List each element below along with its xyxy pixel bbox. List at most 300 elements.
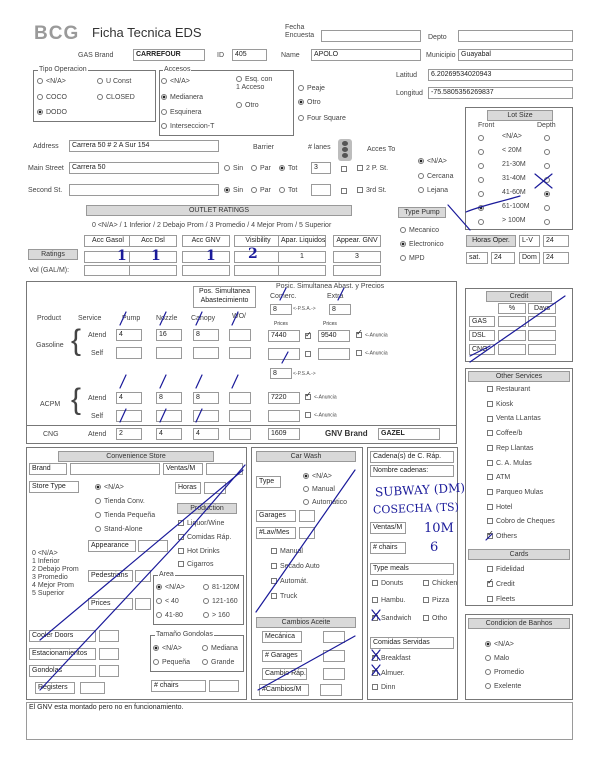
other-service-label-8: Hotel [496, 503, 513, 511]
other-service-check-7[interactable] [487, 489, 493, 495]
other-service-check-10[interactable] [487, 533, 493, 539]
gas-atend-canopy[interactable]: 8 [193, 329, 219, 341]
cooler-doors-field[interactable] [99, 630, 119, 642]
acpm-self-canopy[interactable] [193, 410, 219, 422]
other-service-label-3: Coffee/b [496, 430, 523, 438]
lot-depth-radio-3[interactable] [544, 177, 550, 183]
acpm-anuncia[interactable]: ✓ <-Anuncia [305, 394, 337, 401]
store-brand-field[interactable] [70, 463, 160, 475]
acpm-atend-canopy[interactable]: 8 [193, 392, 219, 404]
product-label: Product [37, 315, 62, 322]
lot-depth-radio-6[interactable] [544, 219, 550, 225]
name-label: Name [281, 52, 300, 59]
sat-field[interactable]: 24 [491, 252, 515, 264]
id-field[interactable]: 405 [232, 49, 267, 61]
meal-sandwich[interactable]: ✓Sandwich [372, 615, 411, 623]
vol-label: Vol (GAL/M): [29, 267, 70, 274]
latitud-field[interactable]: 6.20269534020943 [428, 69, 573, 81]
banos-label-3: Exelente [494, 683, 522, 690]
outlet-header-5: Appear. GNV [333, 235, 381, 247]
lot-size-label-6: > 100M [502, 217, 526, 224]
credit-days-dsl[interactable] [528, 330, 556, 341]
third-st-check[interactable]: 3rd St. [357, 187, 387, 195]
lot-front-radio-3[interactable] [478, 177, 484, 183]
accesos-na[interactable]: <N/A> [161, 78, 190, 86]
outlet-vol-2[interactable] [182, 265, 230, 276]
gas-atend-nozzle[interactable]: 16 [156, 329, 182, 341]
cambios-aceite-title: Cambios Aceite [256, 617, 356, 628]
outlet-header-0: Acc Gasol [84, 235, 132, 247]
other-service-label-10: Others [496, 533, 518, 540]
cadena-ventas-value: 10M [424, 521, 454, 536]
store-scale: 0 <N/A> 1 Inferior 2 Debajo Prom 3 Promedio 4 Mejor Prom 5 Superior [32, 550, 79, 597]
address-field[interactable]: Carrera 50 # 2 A Sur 154 [69, 140, 219, 152]
cng-price[interactable]: 1609 [268, 428, 300, 440]
gas-self-nozzle[interactable] [156, 347, 182, 359]
estacionamientos-field[interactable] [99, 648, 119, 660]
acpm-pos-comerc[interactable]: 8 [270, 368, 292, 379]
other-service-check-3[interactable] [487, 430, 493, 436]
car-wash-manual-check[interactable]: Manual [271, 548, 303, 556]
gas-psa: <-P.S.A.-> [293, 306, 316, 312]
car-wash-title: Car Wash [256, 451, 356, 462]
car-wash-garages-field[interactable] [299, 510, 315, 522]
hot-drinks-check[interactable]: Hot Drinks [178, 548, 220, 556]
other-service-7[interactable] [487, 489, 543, 497]
lot-depth-radio-0[interactable] [544, 135, 550, 141]
other-service-check-5[interactable] [487, 460, 493, 466]
four-square-radio[interactable]: Four Square [298, 115, 346, 123]
banos-option-1[interactable] [485, 655, 509, 663]
pump-electronico[interactable]: Electronico [400, 241, 444, 249]
cambio-rap-field[interactable] [323, 668, 345, 680]
posic-label: Posic. Simultanea Abast. y Precios [276, 283, 385, 290]
card-2[interactable] [487, 596, 515, 604]
credit-row-label-gas: GAS [469, 316, 495, 327]
credit-pct-cng[interactable] [498, 344, 526, 355]
credit-pct-dsl[interactable] [498, 330, 526, 341]
wo-label: WO/ [232, 313, 246, 320]
garages2-field[interactable] [323, 650, 345, 662]
lot-front-radio-1[interactable] [478, 149, 484, 155]
barrier-second-par[interactable]: Par [251, 187, 271, 195]
gas-self-price-1[interactable] [268, 348, 300, 360]
otro-radio[interactable]: Otro [298, 99, 321, 107]
nombre-cadenas-label: Nombre cadenas: [370, 465, 454, 477]
mecanica-field[interactable] [323, 631, 345, 643]
name-field[interactable]: APOLO [311, 49, 421, 61]
car-wash-na[interactable]: <N/A> [303, 473, 332, 481]
card-check-0[interactable] [487, 566, 493, 572]
card-label-2: Fleets [496, 596, 516, 603]
gondolas-label: Gondolas [29, 665, 96, 677]
cadena-title: Cadena(s) de C. Ráp. [370, 451, 454, 463]
gas-self-price-2[interactable] [318, 348, 350, 360]
appearance-field[interactable] [138, 540, 168, 552]
gas-self-pump[interactable] [116, 347, 142, 359]
service-label: Service [78, 315, 102, 322]
sat-label: sat. [466, 252, 488, 264]
cigarros-check[interactable]: Cigarros [178, 561, 213, 569]
outlet-vol-0[interactable] [84, 265, 132, 276]
barrier-label: Barrier [253, 144, 275, 151]
gas-self-label: Self [91, 350, 104, 357]
acpm-self-nozzle[interactable] [156, 410, 182, 422]
depto-label: Depto [428, 34, 447, 41]
acpm-self-wo[interactable] [229, 410, 251, 422]
outlet-scale: 0 <N/A> / 1 Inferior / 2 Debajo Prom / 3 Promedio / 4 Mejor Prom / 5 Superior [92, 222, 332, 229]
meal-hambu[interactable]: Hambu. [372, 597, 406, 605]
acpm-atend-label: Atend [88, 395, 107, 402]
hw-rating-visibility: 2 [248, 246, 258, 262]
barrier-second-tot[interactable]: Tot [279, 187, 297, 195]
gas-price-extra[interactable]: 9540 [318, 330, 350, 342]
tipo-operacion-label: Tipo Operacion [39, 66, 87, 73]
garages2-label: # Garages [262, 650, 302, 662]
address-label: Address [33, 143, 59, 150]
other-service-check-8[interactable] [487, 504, 493, 510]
area-lt-40[interactable]: < 40 [156, 598, 179, 606]
nozzle-label: Nozzle [156, 315, 178, 322]
comida-almuer[interactable]: ✓Almuer. [372, 670, 405, 678]
gas-prices-label-2: Prices [323, 321, 337, 327]
tipo-op-closed[interactable]: CLOSED [97, 94, 135, 102]
registers-field[interactable] [80, 682, 105, 694]
estacionamientos-label: Estacionamientos [29, 648, 96, 660]
store-ventas-field[interactable] [206, 463, 243, 475]
acpm-price[interactable]: 7220 [268, 392, 300, 404]
pump-mecanico[interactable]: Mecanico [400, 227, 439, 235]
cng-atend-nozzle[interactable]: 4 [156, 428, 182, 440]
gondolas-field[interactable] [99, 665, 119, 677]
type-pump-label: Type Pump [398, 207, 446, 218]
lv-label: L-V [519, 235, 540, 247]
card-check-2[interactable] [487, 596, 493, 602]
latitud-label: Latitud [396, 72, 418, 79]
lot-front-radio-0[interactable] [478, 135, 484, 141]
acpm-atend-nozzle[interactable]: 8 [156, 392, 182, 404]
other-service-5[interactable] [487, 460, 532, 468]
store-type-tienda-peq[interactable]: Tienda Pequeña [95, 512, 155, 520]
other-service-label-2: Venta LLantas [496, 415, 541, 423]
other-service-label-6: ATM [496, 474, 511, 482]
lot-depth-radio-4[interactable] [544, 191, 550, 197]
two-p-st-check[interactable]: 2 P. St. [357, 165, 388, 173]
outlet-vol-1[interactable] [129, 265, 177, 276]
banos-option-2[interactable] [485, 669, 524, 677]
store-brand-label: Brand [29, 463, 67, 475]
card-label-0: Fidelidad [496, 566, 525, 573]
area-81-120[interactable]: 81-120M [203, 584, 240, 592]
gas-self-anuncia[interactable]: <-Anuncia [356, 350, 388, 357]
other-service-2[interactable] [487, 415, 541, 423]
acpm-brace: { [71, 383, 82, 416]
registers-label: Registers [35, 682, 75, 694]
tipo-op-coco[interactable]: COCO [37, 94, 67, 102]
accesos-label: Accesos [164, 66, 191, 73]
second-st-label: Second St. [28, 187, 63, 194]
other-service-0[interactable] [487, 386, 530, 394]
truck-check[interactable]: Truck [271, 593, 297, 601]
outlet-header-1: Acc Dsl [129, 235, 177, 247]
longitud-label: Longitud [396, 90, 423, 97]
gas-anuncia-check[interactable]: ✓ <-Anuncia [356, 332, 388, 339]
acpm-atend-pump[interactable]: 4 [116, 392, 142, 404]
acces-to-cercana[interactable]: Cercana [418, 173, 453, 181]
gas-price-comerc[interactable]: 7440 [268, 330, 300, 342]
credit-days-cng[interactable] [528, 344, 556, 355]
barrier-main-sin[interactable]: Sin [224, 165, 243, 173]
store-chairs-label: # chairs [151, 680, 206, 692]
store-type-stand-alone[interactable]: Stand-Alone [95, 526, 143, 534]
acpm-atend-wo[interactable] [229, 392, 251, 404]
other-service-check-1[interactable] [487, 401, 493, 407]
mecanica-label: Mecánica [262, 631, 302, 643]
barrier-main-tot[interactable]: Tot [279, 165, 297, 173]
banos-radio-0[interactable] [485, 641, 491, 647]
type-meals-label: Type meals [370, 563, 454, 575]
pump-mpd[interactable]: MPD [400, 255, 425, 263]
accesos-otro[interactable]: Otro [236, 102, 259, 110]
outlet-vol-3[interactable] [234, 265, 282, 276]
banos-label-1: Malo [494, 655, 510, 662]
area-41-80[interactable]: 41-80 [156, 612, 183, 620]
banos-radio-2[interactable] [485, 669, 491, 675]
credit-row-label-dsl: DSL [469, 330, 495, 341]
cadena-name-1: SUBWAY (DM) [374, 480, 466, 500]
gas-self-canopy[interactable] [193, 347, 219, 359]
area-na[interactable]: <N/A> [156, 584, 185, 592]
comidas-check[interactable]: Comidas Ráp. [178, 534, 231, 542]
card-1[interactable] [487, 581, 515, 589]
area-gt-160[interactable]: > 160 [203, 612, 230, 620]
meal-pizza[interactable]: Pizza [423, 597, 449, 605]
acpm-psa: <-P.S.A.-> [293, 371, 316, 377]
comida-dinn[interactable]: Dinn [372, 684, 395, 692]
fecha-field[interactable] [321, 30, 421, 42]
dom-field[interactable]: 24 [543, 252, 569, 264]
accesos-interseccion[interactable]: Interseccion-T [161, 123, 214, 131]
lot-front-radio-6[interactable] [478, 219, 484, 225]
outlet-header-2: Acc GNV [182, 235, 230, 247]
lanes-main-field[interactable]: 3 [311, 162, 331, 174]
lanes-second-field[interactable] [311, 184, 331, 196]
production-title: Production [177, 503, 237, 514]
other-service-3[interactable] [487, 430, 522, 438]
banos-radio-1[interactable] [485, 655, 491, 661]
gasoline-brace: { [71, 324, 82, 357]
other-service-6[interactable] [487, 474, 510, 482]
dom-label: Dom [519, 252, 540, 264]
banos-radio-3[interactable] [485, 683, 491, 689]
other-service-check-0[interactable] [487, 386, 493, 392]
accesos-medianera[interactable]: Medianera [161, 94, 203, 102]
outlet-vol-5[interactable] [333, 265, 381, 276]
acpm-self-price[interactable] [268, 410, 300, 422]
area-121-160[interactable]: 121-160 [203, 598, 238, 606]
lot-front-radio-4[interactable] [478, 191, 484, 197]
horas-label: Horas Oper. [466, 235, 516, 247]
liquor-check[interactable]: Liquor/Wine [178, 520, 224, 528]
tam-na[interactable]: <N/A> [153, 645, 182, 653]
acpm-self-anuncia[interactable]: <-Anuncia [305, 412, 337, 419]
pedestrians-label: Pedestrians [88, 570, 133, 582]
other-service-check-6[interactable] [487, 474, 493, 480]
lot-size-label-0: <N/A> [502, 133, 522, 140]
other-service-8[interactable] [487, 504, 512, 512]
car-wash-manual[interactable]: Manual [303, 486, 335, 494]
other-service-4[interactable] [487, 445, 533, 453]
tam-pequena[interactable]: Pequeña [153, 659, 190, 667]
lot-depth-radio-2[interactable] [544, 163, 550, 169]
prices-field[interactable] [135, 598, 151, 610]
store-horas-label: Horas [175, 482, 201, 494]
peaje-radio[interactable]: Peaje [298, 85, 325, 93]
cambios-m-field[interactable] [320, 684, 342, 696]
acces-to-na[interactable]: <N/A> [418, 158, 447, 166]
other-service-label-1: Kiosk [496, 400, 514, 408]
other-service-label-7: Parqueo Mulas [496, 488, 544, 496]
card-0[interactable] [487, 566, 524, 574]
car-wash-lav-field[interactable] [299, 527, 315, 539]
cadena-ventas-label: Ventas/M [370, 522, 406, 534]
outlet-rating-5[interactable]: 3 [333, 251, 381, 263]
store-type-tienda-conv[interactable]: Tienda Conv. [95, 498, 145, 506]
tipo-op-dodo[interactable]: DODO [37, 109, 67, 117]
comerc-label: Comerc. [270, 293, 297, 300]
other-services-title: Other Services [468, 371, 570, 382]
lot-size-label-2: 21-30M [502, 161, 526, 168]
autom-check[interactable]: Automát. [271, 578, 308, 586]
cadena-chairs-label: # chairs [370, 542, 406, 554]
municipio-field[interactable]: Guayabal [458, 49, 573, 61]
banos-label-2: Promedio [494, 669, 524, 676]
barrier-second-sin[interactable]: Sin [224, 187, 243, 195]
acpm-self-pump[interactable] [116, 410, 142, 422]
other-service-label-9: Cobro de Cheques [496, 518, 555, 526]
lot-size-label-1: < 20M [502, 147, 522, 154]
pedestrians-field[interactable] [135, 570, 151, 582]
gas-atend-pump[interactable]: 4 [116, 329, 142, 341]
gas-self-wo[interactable] [229, 347, 251, 359]
area-label: Area [159, 571, 174, 578]
comment-box[interactable] [26, 702, 573, 740]
gas-pos-extra[interactable]: 8 [329, 304, 351, 315]
gas-self-price-check[interactable] [305, 351, 311, 357]
lot-front-radio-5[interactable] [478, 205, 484, 211]
store-horas-field[interactable] [204, 482, 226, 494]
cng-atend-canopy[interactable]: 4 [193, 428, 219, 440]
other-service-label-0: Restaurant [496, 386, 531, 393]
banos-option-3[interactable] [485, 683, 521, 691]
traffic-light-icon [338, 139, 352, 161]
lot-size-label-4: 41-60M [502, 189, 526, 196]
meal-chicken[interactable]: Chicken [423, 580, 457, 588]
hw-rating-acc-gnv: 1 [206, 248, 216, 264]
gas-atend-wo[interactable] [229, 329, 251, 341]
longitud-field[interactable]: -75.5805356269837 [428, 87, 573, 99]
extra-label: Extra [327, 293, 344, 300]
store-type-na[interactable]: <N/A> [95, 484, 124, 492]
acces-to-lejana[interactable]: Lejana [418, 187, 448, 195]
other-service-10[interactable] [487, 533, 517, 541]
prices-label: Prices [88, 598, 133, 610]
tamano-gondolas-label: Tamaño Gondolas [156, 631, 213, 638]
car-wash-automatico[interactable]: Automatico [303, 499, 347, 507]
outlet-rating-3[interactable] [234, 251, 282, 263]
other-service-1[interactable] [487, 401, 513, 409]
convenience-store-title: Convenience Store [58, 451, 214, 462]
outlet-vol-4[interactable] [278, 265, 326, 276]
credit-days-gas[interactable] [528, 316, 556, 327]
tam-mediana[interactable]: Mediana [202, 645, 238, 653]
banos-title: Condicion de Banhos [468, 618, 570, 629]
tam-grande[interactable]: Grande [202, 659, 234, 667]
accesos-esq[interactable]: Esq. con 1 Acceso [236, 76, 273, 91]
other-service-9[interactable] [487, 518, 555, 526]
lot-depth-radio-1[interactable] [544, 149, 550, 155]
cooler-doors-label: Cooler Doors [29, 630, 96, 642]
main-street-field[interactable]: Carrera 50 [69, 162, 219, 174]
credit-title: Credit [486, 291, 552, 302]
second-st-field[interactable] [69, 184, 219, 196]
credit-pct-label: % [498, 303, 526, 314]
tipo-op-na[interactable]: <N/A> [37, 78, 66, 86]
barrier-main-par[interactable]: Par [251, 165, 271, 173]
cng-atend-wo[interactable] [229, 428, 251, 440]
lot-front-label: Front [478, 122, 495, 129]
cng-atend-pump[interactable]: 2 [116, 428, 142, 440]
gas-brand-label: GAS Brand [78, 52, 114, 59]
main-street-label: Main Street [28, 165, 64, 172]
secado-check[interactable]: Secado Auto [271, 563, 320, 571]
cards-title: Cards [468, 549, 570, 560]
outlet-header-4: Apar. Liquidos [278, 235, 326, 247]
two-p-st-check-a[interactable] [341, 166, 347, 172]
card-label-1: Credit [496, 581, 515, 588]
gas-brand-field[interactable]: CARREFOUR [133, 49, 205, 61]
comida-breakfast[interactable]: ✓Breakfast [372, 655, 411, 663]
comidas-servidas-label: Comidas Servidas [370, 637, 454, 649]
other-service-check-4[interactable] [487, 445, 493, 451]
gas-pos-comerc[interactable]: 8 [270, 304, 292, 315]
canopy-label: Canopy [191, 315, 216, 322]
meal-otho[interactable]: Otho [423, 615, 447, 623]
depto-field[interactable] [458, 30, 573, 42]
other-service-check-9[interactable] [487, 518, 493, 524]
fecha-label: Fecha Encuesta [285, 24, 315, 39]
lanes-label: # lanes [308, 144, 331, 151]
outlet-rating-4[interactable]: 1 [278, 251, 326, 263]
other-service-check-2[interactable] [487, 416, 493, 422]
gas-price-check[interactable] [305, 333, 311, 339]
meal-donuts[interactable]: Donuts [372, 580, 403, 588]
store-chairs-field[interactable] [209, 680, 239, 692]
gnv-brand-label: GNV Brand [325, 429, 368, 438]
lv-field[interactable]: 24 [543, 235, 569, 247]
lot-front-radio-2[interactable] [478, 163, 484, 169]
gnv-brand-field[interactable]: GAZEL [378, 428, 440, 440]
accesos-esquinera[interactable]: Esquinera [161, 109, 202, 117]
credit-pct-gas[interactable] [498, 316, 526, 327]
third-st-check-a[interactable] [341, 188, 347, 194]
lot-depth-radio-5[interactable] [544, 205, 550, 211]
cadena-chairs-value: 6 [430, 540, 439, 555]
banos-option-0[interactable] [485, 641, 514, 649]
pump-label: Pump [122, 315, 141, 322]
card-check-1[interactable] [487, 581, 493, 587]
tipo-op-uconst[interactable]: U Const [97, 78, 131, 86]
